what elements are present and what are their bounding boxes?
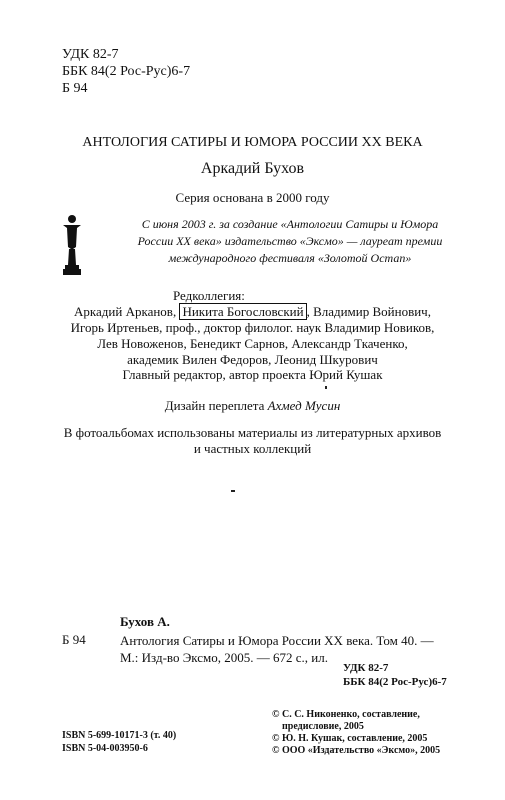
classification-block [62, 46, 190, 97]
print-speck [325, 386, 327, 389]
book-title: АНТОЛОГИЯ САТИРЫ И ЮМОРА РОССИИ XX ВЕКА [82, 135, 423, 150]
board-line: академик Вилен Федоров, Леонид Шкурович [127, 352, 378, 367]
award-line: С июня 2003 г. за создание «Антологии Сатиры и Юмора [141, 217, 439, 231]
cover-design-credit [0, 398, 505, 414]
classification-bottom [343, 661, 447, 689]
award-note [120, 216, 460, 267]
isbn-line: ISBN 5-04-003950-6 [62, 743, 148, 754]
board-line: Лев Новоженов, Бенедикт Сарнов, Александр Ткаченко, [97, 336, 408, 351]
bibliographic-code: Б 94 [62, 632, 86, 647]
chief-editor: Главный редактор, автор проекта Юрий Кушак [122, 367, 383, 382]
bibliographic-author: Бухов А. [120, 614, 170, 629]
bbk-code: ББК 84(2 Рос-Рус)6-7 [343, 676, 447, 688]
editorial-board [0, 304, 505, 368]
bbk-code: ББК 84(2 Рос-Рус)6-7 [62, 64, 191, 79]
award-line: международного фестиваля «Золотой Остап» [168, 251, 412, 265]
designer-name: Ахмед Мусин [267, 398, 341, 413]
series-note: Серия основана в 2000 году [175, 190, 330, 205]
board-member-highlighted: Никита Богословский [179, 303, 306, 320]
author-mark: Б 94 [62, 81, 88, 96]
photo-line: и частных коллекций [193, 441, 312, 456]
golden-ostap-statuette-icon [60, 213, 84, 277]
copyright-line: © С. С. Никоненко, составление, [272, 709, 420, 720]
photo-line: В фотоальбомах использованы материалы из литературных архивов [63, 425, 442, 440]
print-speck [231, 490, 235, 492]
bibliographic-line: Антология Сатиры и Юмора России XX века. Том 40. — [120, 633, 434, 648]
isbn-block [62, 729, 176, 755]
copyright-line: © ООО «Издательство «Эксмо», 2005 [272, 745, 441, 756]
board-line: Игорь Иртеньев, проф., доктор филолог. наук Владимир Новиков, [70, 320, 435, 335]
udk-code: УДК 82-7 [343, 662, 389, 674]
author-name: Аркадий Бухов [200, 160, 305, 177]
bibliographic-line: М.: Изд-во Эксмо, 2005. — 672 с., ил. [120, 650, 328, 665]
board-line [0, 304, 505, 320]
board-member: Аркадий Арканов, [74, 304, 177, 319]
photo-sources-note [0, 425, 505, 457]
copyright-line: предисловие, 2005 [282, 721, 364, 732]
editorial-board-heading: Редколлегия: [173, 288, 245, 303]
udk-code: УДК 82-7 [62, 47, 119, 62]
copyright-line: © Ю. Н. Кушак, составление, 2005 [272, 733, 428, 744]
design-label: Дизайн переплета [164, 398, 265, 413]
copyright-block [272, 709, 440, 757]
award-line: России XX века» издательство «Эксмо» — лауреат премии [137, 234, 443, 248]
isbn-line: ISBN 5-699-10171-3 (т. 40) [62, 730, 177, 741]
board-member: , Владимир Войнович, [306, 304, 431, 319]
